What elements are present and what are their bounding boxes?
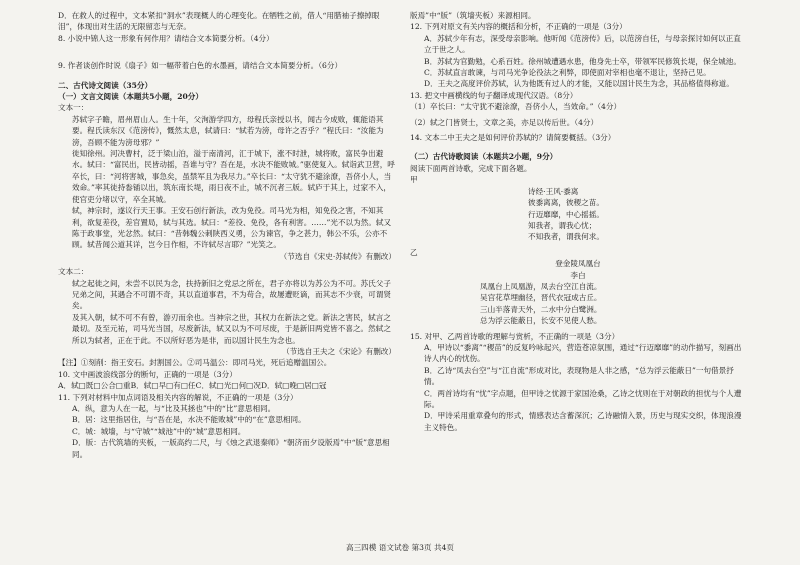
text2-paragraph: 轼之起徙之间，未尝不以民为念，扶持新旧之党忌之所在，君子亦将以为苏公为不可。苏氏父子兄弟之间，其遇合不可谓不奇，其以直道事君，不为苟合，故屡遭贬谪，而其志不少衰，可谓贤矣。 [72, 278, 391, 311]
question-11-option: A．纵，意为人在一起，与“比及其拯也”中的“比”意思相同。 [72, 404, 276, 413]
question-12-option: D．王夫之高度评价苏轼，认为他既有过人的才能，又能以国计民生为念，其品格值得称道。 [424, 79, 734, 89]
question-12: 12. 下列对原文有关内容的概括和分析，不正确的一项是（3分） [410, 22, 627, 32]
page-footer: 高三四模 语文试卷 第3页 共4页 [345, 543, 455, 552]
poem-line: 知我者，谓我心忧； [528, 220, 597, 230]
subsection-heading: （一）文言文阅读（本题共5小题，20分） [58, 92, 203, 102]
poem-jia-label: 甲 [410, 175, 418, 185]
question-15-option: A．甲诗以“黍离”“稷苗”的反复吟咏起兴，营造苍凉氛围，通过“行迈靡靡”的动作描写，刻画出诗人内心的忧伤。 [424, 342, 742, 364]
text2-source: （节选自王夫之《宋论》有删改） [282, 346, 396, 356]
poem-yi-author: 李白 [570, 270, 586, 280]
question-15-option: C．两首诗均有“忧”字点题，但甲诗之忧源于家国沧桑，乙诗之忧则在于对朝政的担忧与个人遭际。 [424, 388, 742, 409]
poem-line: 彼黍离离，彼稷之苗。 [528, 198, 604, 208]
question-10-options: A．轼□既□公合□重B．轼□早□有□任C．轼□光□何□况D．轼□晚□居□冠 [58, 381, 327, 391]
question-10: 10. 文中画波浪线部分的断句，正确的一项是（3分） [58, 369, 237, 379]
poem-line: 凤凰台上凤凰游，凤去台空江自流。 [480, 281, 602, 291]
question-15: 15. 对甲、乙两首诗歌的理解与赏析，不正确的一项是（3分） [410, 331, 620, 341]
text1-paragraph: 轼，神宗时，遂议行天王事。王安石创行新法，改为免役。司马光为相，知免役之害，不知其利，欲复差役，差官置局，轼与其选。轼曰：“差役、免役，各有利害。……”光不以为然。轼又陈于政事堂，光忿然。轼曰：“昔韩魏公刺陕西义勇，公为谏官，争之甚力，韩公不乐，公亦不顾。轼昔闻公道其详，岂今日作相，不许轼尽言耶？”光笑之。 [72, 206, 392, 250]
question-11-option: C．城：城墙，与“守城”“城池”中的“城”意思相同。 [72, 426, 246, 436]
question-11-option: B．居：这里指居住，与“吾在是，水决不能败城”中的“在”意思相同。 [72, 415, 306, 425]
text1-source: （节选自《宋史·苏轼传》有删改） [279, 251, 396, 261]
question-15-option: D．甲诗采用重章叠句的形式，情感表达含蓄深沉；乙诗融情入景，历史与现实交织，体现浪漫主义特色。 [424, 411, 742, 432]
subsection-heading: （二）古代诗歌阅读（本题共2小题，9分） [410, 152, 558, 162]
poem-line: 总为浮云能蔽日，长安不见使人愁。 [480, 316, 602, 326]
question-13-item: （2）轼之门皆贤士，文章之美，亦足以传后世。（4分） [410, 117, 599, 127]
poem-line: 不知我者，谓我何求。 [528, 232, 604, 242]
question-12-option: B．苏轼为官勤勉，心系百姓。徐州城遭遇水患，他身先士卒，带领军民修筑长堤，保全城池。 [424, 56, 741, 66]
question-9: 9. 作者谈创作时说《扇子》如一幅带着白色的水墨画，请结合文本简要分析。（6分） [58, 61, 343, 71]
poem-yi-label: 乙 [410, 247, 418, 257]
question-12-option: C．苏轼直言敢谏，与司马光争论役法之利弊，即使面对宰相也毫不退让，坚持己见。 [424, 68, 711, 78]
question-option-d: D．在救人的过程中，文本紧扣“洞水”表现概人的心理变化。在牺牲之前，借人“用腊袖子擦掉眼泪”，体现出对生活的无限留恋与无奈。 [58, 11, 380, 32]
text1-paragraph: 徙知徐州。河决曹村，泛于梁山泊，溢于南清河，汇于城下，涨不时泄，城将败，富民争出避水。轼曰：“富民出，民皆动摇，吾谁与守？吾在是，水决不能败城。”驱使复入。轼诣武卫营，呼卒长，曰：“河将害城，事急矣，虽禁军且为我尽力。”卒长曰：“太守犹不避涂潦，吾侪小人，当效命。”率其徒持畚锸以出，筑东南长堤，雨日夜不止，城不沉者三版。轼庐于其上，过家不入，使官吏分堵以守，卒全其城。 [72, 149, 395, 204]
poem-yi-title: 登金陵凤凰台 [555, 259, 601, 269]
question-12-option: A．苏轼少年有志，深受母亲影响。他听闻《范滂传》后，以范滂自任，与母亲探讨如何以正直立于世之人。 [424, 33, 741, 55]
text2-paragraph: 及其入朝，轼不可不有曾，游刃而余也。当神宗之世，其权力在新法之党。新法之害民，轼言之最切。及至元祐，司马光当国，尽废新法，轼又以为不可尽废，于是新旧两党皆不喜之。然轼之所以为轼者，正在于此。不以所好恶为是非，而以国计民生为念也。 [72, 312, 391, 345]
section-heading: 二、古代诗文阅读（35分） [58, 80, 153, 90]
text1-paragraph: 苏轼字子瞻，眉州眉山人。生十年，父洵游学四方，母程氏亲授以书，闻古今成败，辄能语其要。程氏读东汉《范滂传》，慨然太息，轼请曰：“轼若为滂，母许之否乎？”程氏曰：“汝能为滂，吾顾不能为滂母邪？” [72, 114, 384, 147]
question-8: 8. 小说中锦人这一形象有何作用？请结合文本简要分析。（4分） [58, 33, 274, 43]
right-column [410, 10, 746, 433]
continued-text: 版焉”中“版”（筑墙夹板）来源相同。 [410, 11, 536, 20]
left-column [58, 10, 396, 460]
poetry-intro: 阅读下面两首诗歌，完成下面各题。 [410, 163, 532, 173]
poem-line: 三山半落青天外，二水中分白鹭洲。 [480, 304, 602, 314]
question-11-option: D．版：古代筑墙的夹板，一版高约二尺，与《烛之武退秦师》“朝济而夕设版焉”中“版”意思相同。 [72, 438, 390, 459]
footnote: 【注】①刻削：指王安石。封割国公。②司马温公：即司马光，死后追赠温国公。 [58, 358, 332, 368]
text1-label: 文本一： [58, 103, 89, 113]
text2-label: 文本二： [58, 267, 89, 277]
poem-jia-title: 诗经·王风·黍离 [528, 186, 579, 196]
question-14: 14. 文本二中王夫之是如何评价苏轼的？请简要概括。（3分） [410, 133, 616, 143]
question-15-option: B．乙诗“凤去台空”与“江自流”形成对比，表现物是人非之感，“总为浮云能蔽日”一句借景抒情。 [424, 365, 734, 387]
question-11: 11. 下列对材料中加点词语及相关内容的解说，不正确的一项是（3分） [58, 392, 298, 402]
poem-line: 吴宫花草埋幽径，晋代衣冠成古丘。 [480, 293, 602, 303]
question-13-item: （1）卒长曰：“太守犹不避涂潦，吾侪小人，当效命。”（4分） [410, 102, 622, 112]
poem-line: 行迈靡靡，中心摇摇。 [528, 209, 604, 219]
question-13: 13. 把文中画横线的句子翻译成现代汉语。（8分） [410, 90, 578, 100]
